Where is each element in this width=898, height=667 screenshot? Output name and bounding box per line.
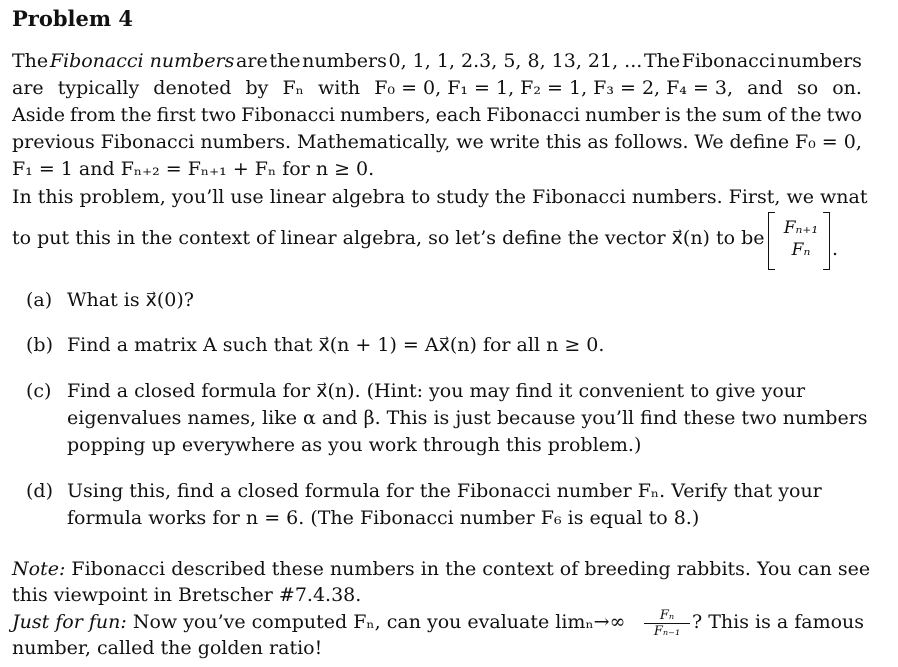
word: sum <box>721 104 762 126</box>
word: Fibonacci <box>486 104 580 126</box>
word: The <box>643 50 681 72</box>
word: on. <box>832 77 862 99</box>
word: write <box>489 131 540 153</box>
part-text-line: Find a closed formula for x⃗(n). (Hint: you may find it convenient to give your <box>67 380 806 402</box>
word: Mathematically, <box>296 131 451 153</box>
paragraph-2-line-1: In this problem, you’ll use linear algebra to study the Fibonacci numbers. First, we wnat <box>12 186 868 208</box>
word: Fibonacci <box>681 50 776 72</box>
word: the <box>120 104 152 126</box>
word: of <box>766 104 786 126</box>
word: typically <box>57 77 140 99</box>
word: number <box>585 104 660 126</box>
word: previous <box>12 131 95 153</box>
fun-line-1b: ? This is a famous <box>692 611 865 633</box>
word: the <box>685 104 717 126</box>
recurrence-line: F₁ = 1 and Fₙ₊₂ = Fₙ₊₁ + Fₙ for n ≥ 0. <box>12 158 375 180</box>
part-text-line: popping up everywhere as you work through this problem.) <box>67 434 642 456</box>
fun-line-1a <box>12 609 625 635</box>
word: F₀ = 0, <box>794 131 862 153</box>
word: denoted <box>153 77 232 99</box>
word: with <box>317 77 361 99</box>
word: Fₙ <box>282 77 304 99</box>
problem-title: Problem 4 <box>12 6 134 31</box>
word: numbers, <box>339 104 431 126</box>
word: so <box>796 77 819 99</box>
word: Fibonacci <box>241 104 335 126</box>
intro-line <box>12 48 862 74</box>
intro-line <box>12 75 862 101</box>
word: define <box>729 131 790 153</box>
word: the <box>790 104 822 126</box>
word: as <box>587 131 609 153</box>
note-text-1: Fibonacci described these numbers in the context of breeding rabbits. You can see <box>71 558 871 580</box>
word: are <box>236 50 268 72</box>
note-line-2: this viewpoint in Bretscher #7.4.38. <box>12 584 362 606</box>
left-bracket <box>768 212 775 270</box>
word: Fibonacci numbers <box>49 50 235 72</box>
part-label: (b) <box>26 334 53 356</box>
part-text-line: Using this, find a closed formula for the Fibonacci number Fₙ. Verify that your <box>67 480 822 502</box>
word: numbers. <box>200 131 292 153</box>
ratio-fraction <box>644 608 690 639</box>
note-line-1 <box>12 556 870 582</box>
fun-line-2: number, called the golden ratio! <box>12 637 323 659</box>
part-label: (c) <box>26 380 52 402</box>
word: follows. <box>614 131 689 153</box>
vector-definition <box>768 212 838 268</box>
word: this <box>545 131 582 153</box>
part-text-line: Find a matrix A such that x⃗(n + 1) = Ax⃗(n) for all n ≥ 0. <box>67 334 605 356</box>
word: F₀ = 0, F₁ = 1, F₂ = 1, F₃ = 2, F₄ = 3, <box>374 77 734 99</box>
part-text-line: What is x⃗(0)? <box>67 289 194 311</box>
word: two <box>826 104 862 126</box>
note-label: Note: <box>12 558 66 580</box>
fun-label: Just for fun: <box>12 611 127 633</box>
fraction-denominator: Fₙ₋₁ <box>653 624 681 639</box>
word: first <box>156 104 196 126</box>
word: numbers <box>777 50 862 72</box>
word: We <box>694 131 724 153</box>
fraction-numerator: Fₙ <box>644 608 690 624</box>
vector-period: . <box>831 238 838 260</box>
paragraph-2-line-2: to put this in the context of linear algebra, so let’s define the vector x⃗(n) to be <box>12 227 765 249</box>
word: and <box>747 77 783 99</box>
part-label: (d) <box>26 480 53 502</box>
part-text-line: eigenvalues names, like α and β. This is just because you’ll find these two numbers <box>67 407 868 429</box>
intro-line <box>12 129 862 155</box>
word: the <box>269 50 301 72</box>
word: are <box>12 77 44 99</box>
word: from <box>69 104 116 126</box>
word: 0, 1, 1, 2.3, 5, 8, 13, 21, ... <box>388 50 643 72</box>
word: each <box>435 104 482 126</box>
word: we <box>456 131 484 153</box>
word: Fibonacci <box>100 131 195 153</box>
word: The <box>12 50 49 72</box>
word: two <box>200 104 237 126</box>
right-bracket <box>823 212 830 270</box>
vector-bottom-entry: Fₙ <box>791 240 811 260</box>
word: numbers <box>302 50 387 72</box>
fun-text-1a: Now you’ve computed Fₙ, can you evaluate limₙ→∞ <box>132 611 626 633</box>
word: is <box>664 104 681 126</box>
word: Aside <box>12 104 65 126</box>
part-label: (a) <box>26 289 53 311</box>
word: by <box>245 77 269 99</box>
part-text-line: formula works for n = 6. (The Fibonacci number F₆ is equal to 8.) <box>67 507 700 529</box>
intro-line <box>12 102 862 128</box>
vector-top-entry: Fₙ₊₁ <box>783 218 819 238</box>
